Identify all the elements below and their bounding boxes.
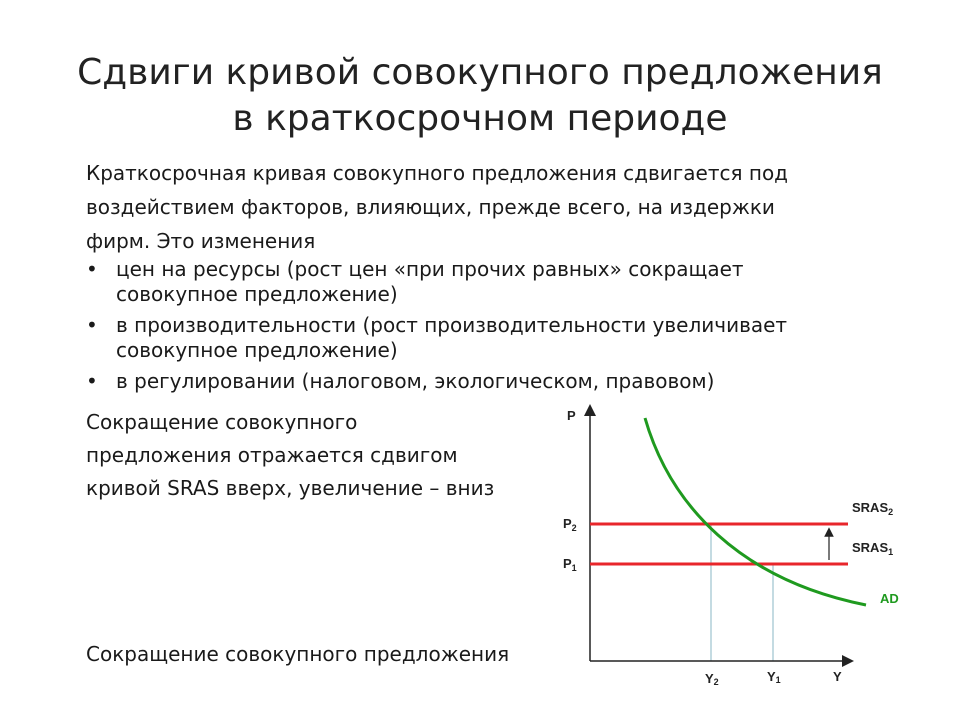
y2-label: Y2 (705, 671, 719, 687)
bottom-caption: Сокращение совокупного предложения (86, 642, 510, 666)
axis-label-p: P (567, 408, 576, 423)
list-item: • в производительности (рост производительности увеличивает совокупное предложение) (86, 313, 886, 363)
title-line-1: Сдвиги кривой совокупного предложения (77, 52, 883, 93)
ad-label: AD (880, 591, 899, 606)
intro-line-2: воздействием факторов, влияющих, прежде всего, на издержки (86, 195, 775, 219)
y1-label: Y1 (767, 669, 781, 685)
p2-label: $P_2$ (563, 516, 577, 533)
shift-note-line-2: предложения отражается сдвигом (86, 443, 458, 467)
sras1-label: $SRAS_1$ (852, 540, 894, 557)
shift-note-line-3: кривой SRAS вверх, увеличение – вниз (86, 476, 495, 500)
intro-line-1: Краткосрочная кривая совокупного предложения сдвигается под (86, 161, 789, 185)
list-item: • цен на ресурсы (рост цен «при прочих равных» сокращает совокупное предложение) (86, 257, 886, 307)
title-line-2: в краткосрочном периоде (232, 98, 728, 139)
axis-label-y: Y (833, 669, 842, 684)
sras2-label: $SRAS_2$ (852, 500, 894, 517)
list-item: • в регулировании (налоговом, экологическом, правовом) (86, 369, 886, 394)
ad-curve (645, 418, 866, 605)
p1-label: $P_1$ (563, 556, 577, 573)
shift-note-line-1: Сокращение совокупного (86, 410, 358, 434)
intro-line-3: фирм. Это изменения (86, 229, 316, 253)
